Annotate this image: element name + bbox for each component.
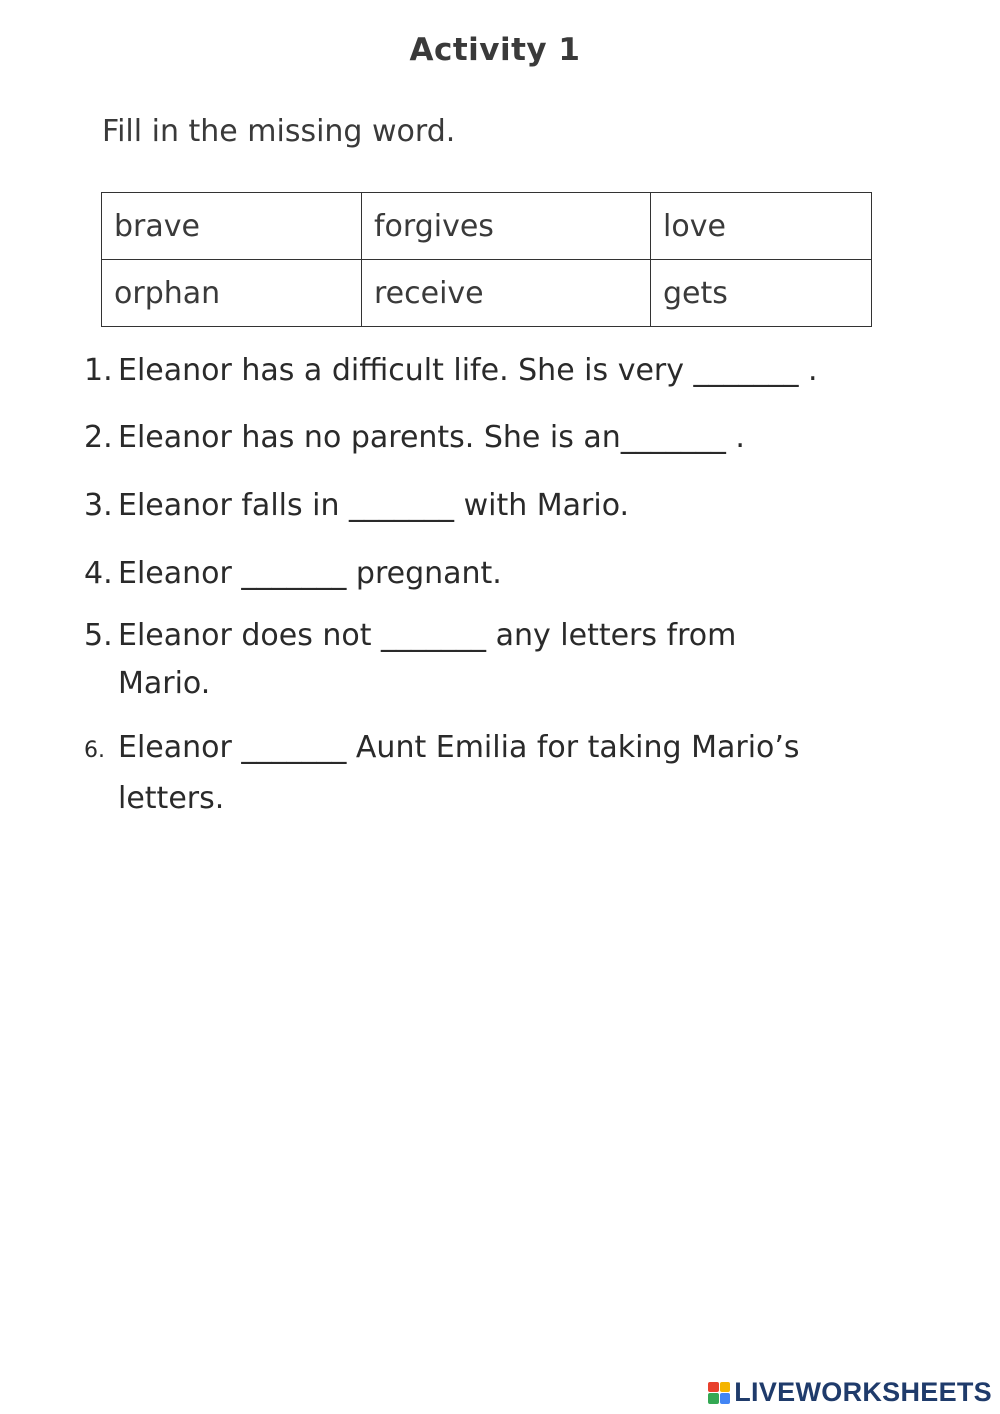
question-3 [84,482,914,530]
word-bank-cell: forgives [362,193,651,260]
word-bank-row [102,193,872,260]
word-bank-table [101,192,872,327]
activity-title: Activity 1 [409,32,581,68]
question-text: Eleanor does not _______ any letters from [118,618,737,653]
brand-name: LIVEWORKSHEETS [734,1377,992,1407]
word-bank-cell: love [651,193,872,260]
question-number: 2. [84,420,113,455]
question-number: 6. [84,738,105,763]
question-number: 3. [84,488,113,523]
question-text-continued: letters. [118,781,225,816]
question-5 [84,612,914,708]
question-6 [84,724,914,823]
liveworksheets-brand [708,1377,992,1408]
question-number: 5. [84,618,113,653]
word-bank-cell: orphan [102,260,362,327]
question-text: Eleanor _______ pregnant. [118,556,502,591]
word-bank-row [102,260,872,327]
word-bank-cell: brave [102,193,362,260]
word-bank-cell: receive [362,260,651,327]
question-text: Eleanor has no parents. She is an_______ . [118,420,745,455]
liveworksheets-logo-icon [708,1382,730,1404]
question-4 [84,550,914,598]
question-text: Eleanor falls in _______ with Mario. [118,488,630,523]
word-bank-cell: gets [651,260,872,327]
question-text: Eleanor has a difficult life. She is very _______ . [118,353,818,388]
question-number: 1. [84,353,113,388]
question-number: 4. [84,556,113,591]
instruction-text: Fill in the missing word. [102,114,456,149]
question-text: Eleanor _______ Aunt Emilia for taking Mario’s [118,730,800,765]
question-text-continued: Mario. [118,666,211,701]
question-2 [84,414,914,462]
question-1 [84,347,914,395]
